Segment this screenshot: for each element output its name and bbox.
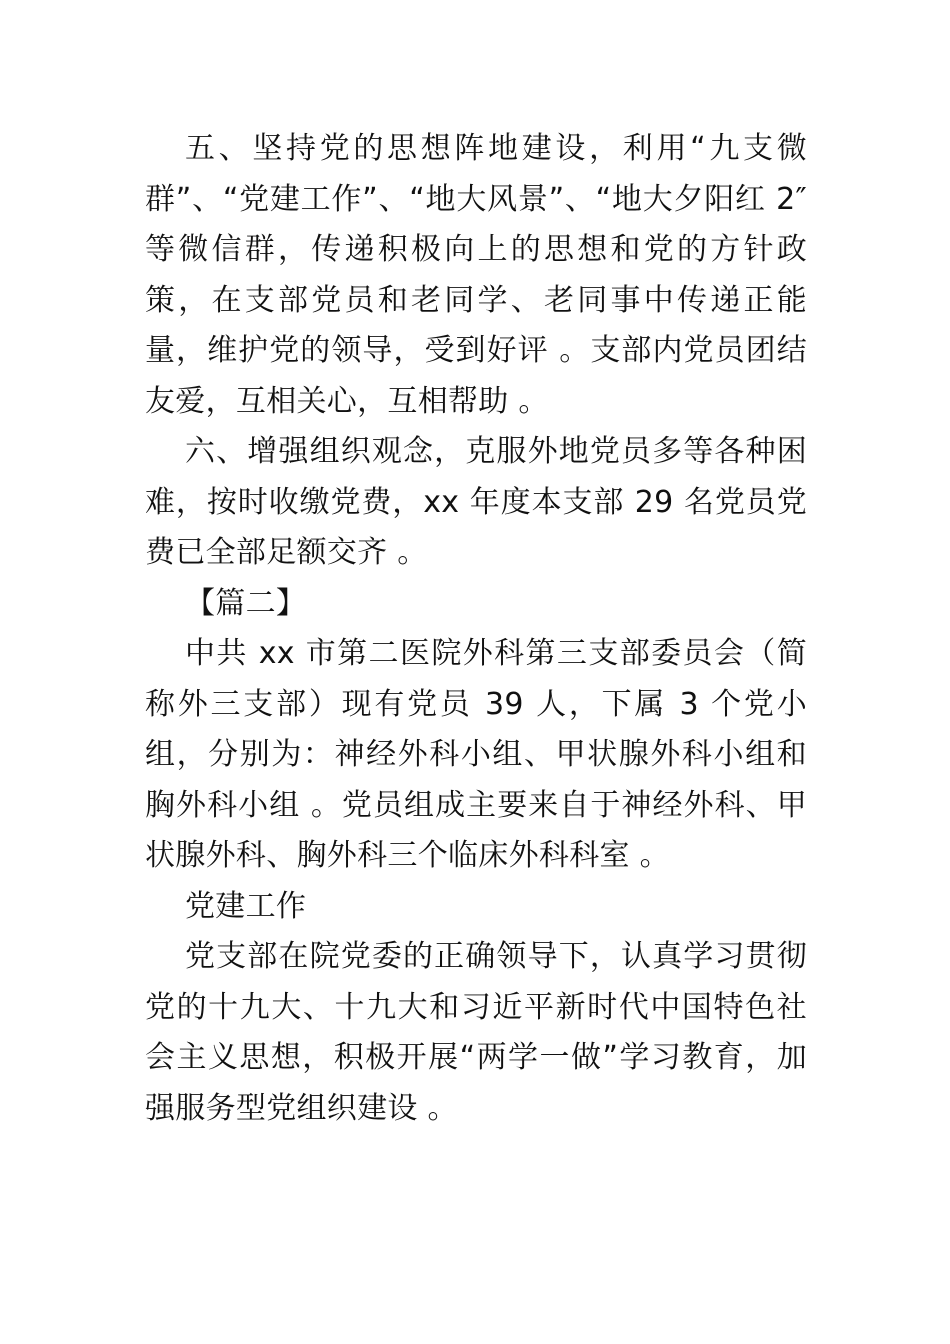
- paragraph-branch-intro: 中共 xx 市第二医院外科第三支部委员会（简称外三支部）现有党员 39 人，下属 3 个党小组，分别为：神经外科小组、甲状腺外科小组和胸外科小组 。党员组成主要来自于神经外科、甲状腺外科、胸外科三个临床外科科室 。: [145, 636, 807, 873]
- paragraph-six: 六、增强组织观念，克服外地党员多等各种困难，按时收缴党费，xx 年度本支部 29 名党员党费已全部足额交齐 。: [145, 434, 807, 570]
- section-heading-part-two: 【篇二】: [185, 585, 307, 621]
- paragraph-five: 五、坚持党的思想阵地建设，利用“九支微群”、“党建工作”、“地大风景”、“地大夕阳红 2″ 等微信群，传递积极向上的思想和党的方针政策，在支部党员和老同学、老同事中传递正能量，维护党的领导，受到好评 。支部内党员团结友爱，互相关心，互相帮助 。: [145, 131, 807, 419]
- paragraph-party-building: 党支部在院党委的正确领导下，认真学习贯彻党的十九大、十九大和习近平新时代中国特色社会主义思想，积极开展“两学一做”学习教育，加强服务型党组织建设 。: [145, 939, 807, 1126]
- section-heading-party-building: 党建工作: [185, 888, 307, 924]
- document-body: [145, 124, 807, 1134]
